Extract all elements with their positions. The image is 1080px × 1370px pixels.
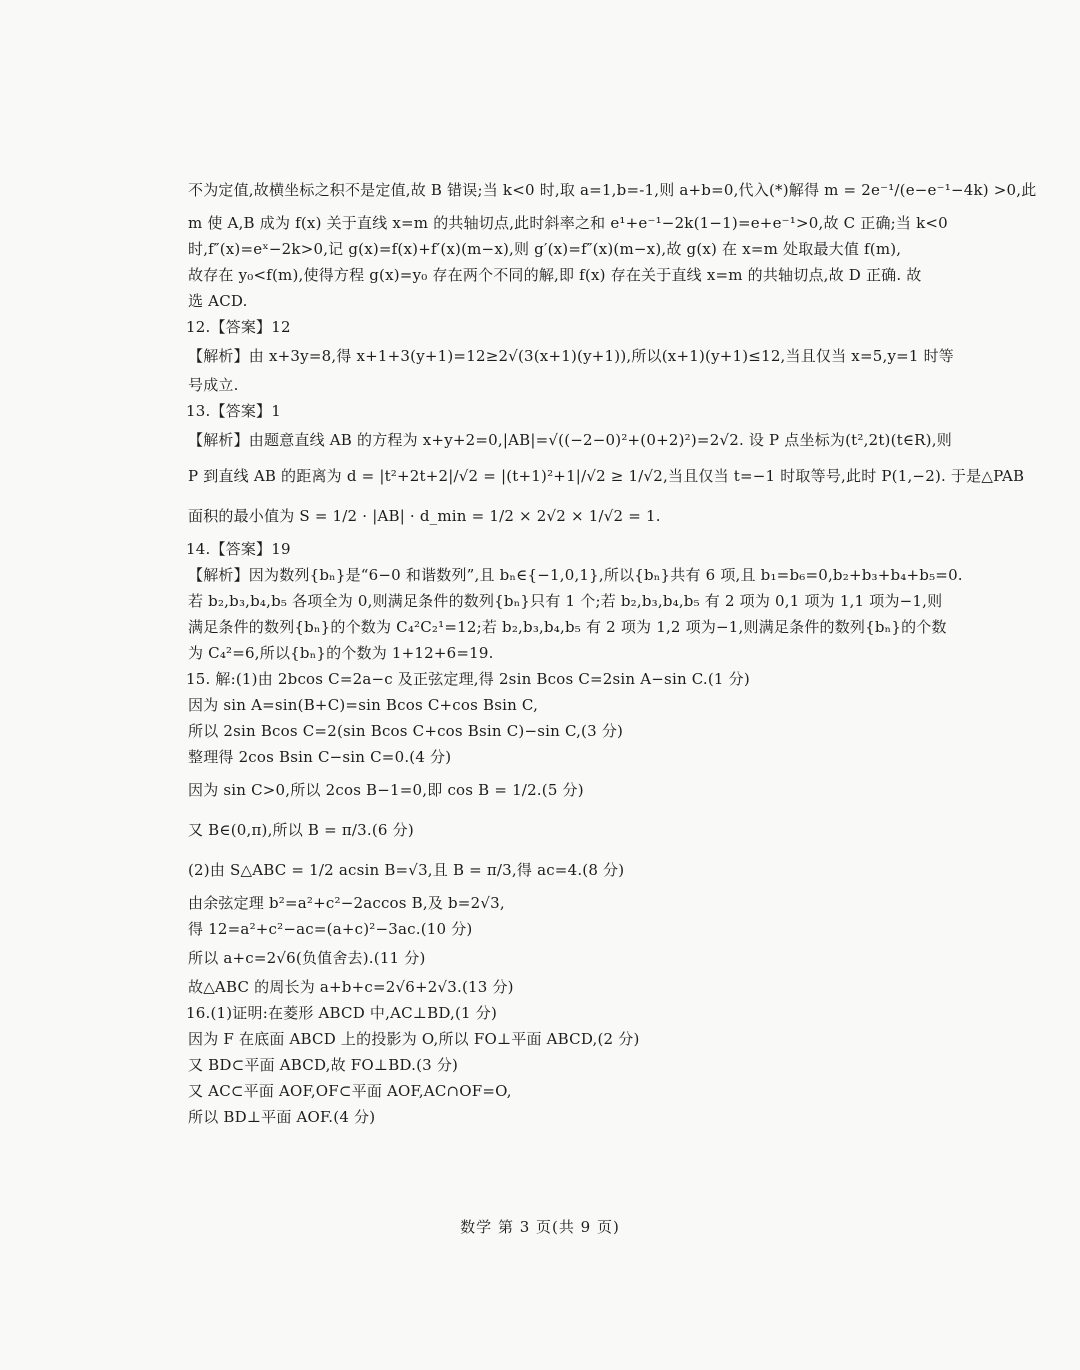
text-line: 为 C₄²=6,所以{bₙ}的个数为 1+12+6=19. [188,644,494,662]
text-line: 13.【答案】1 [186,402,281,420]
text-line: 所以 2sin Bcos C=2(sin Bcos C+cos Bsin C)−sin C,(3 分) [188,722,624,740]
text-line: 12.【答案】12 [186,318,291,336]
text-line: 号成立. [188,376,239,394]
text-line: 【解析】由 x+3y=8,得 x+1+3(y+1)=12≥2√(3(x+1)(y+1)),所以(x+1)(y+1)≤12,当且仅当 x=5,y=1 时等 [188,347,954,365]
text-line: 所以 a+c=2√6(负值舍去).(11 分) [188,949,426,967]
text-line: 又 B∈(0,π),所以 B = π/3.(6 分) [188,821,414,839]
text-line: 因为 sin C>0,所以 2cos B−1=0,即 cos B = 1/2.(5 分) [188,781,584,799]
text-line: 满足条件的数列{bₙ}的个数为 C₄²C₂¹=12;若 b₂,b₃,b₄,b₅ 有 2 项为 1,2 项为−1,则满足条件的数列{bₙ}的个数 [188,618,947,636]
text-line: 故存在 y₀<f(m),使得方程 g(x)=y₀ 存在两个不同的解,即 f(x) 存在关于直线 x=m 的共轴切点,故 D 正确. 故 [188,266,922,284]
text-line: P 到直线 AB 的距离为 d = |t²+2t+2|/√2 = |(t+1)²+1|/√2 ≥ 1/√2,当且仅当 t=−1 时取等号,此时 P(1,−2). 于是△PAB [188,467,1025,485]
text-line: (2)由 S△ABC = 1/2 acsin B=√3,且 B = π/3,得 ac=4.(8 分) [188,861,625,879]
text-line: 16.(1)证明:在菱形 ABCD 中,AC⊥BD,(1 分) [186,1004,498,1022]
text-line: 不为定值,故横坐标之积不是定值,故 B 错误;当 k<0 时,取 a=1,b=-1,则 a+b=0,代入(*)解得 m = 2e⁻¹/(e−e⁻¹−4k) >0,此 [188,181,1037,199]
text-line: 所以 BD⊥平面 AOF.(4 分) [188,1108,376,1126]
text-line: m 使 A,B 成为 f(x) 关于直线 x=m 的共轴切点,此时斜率之和 e¹+e⁻¹−2k(1−1)=e+e⁻¹>0,故 C 正确;当 k<0 [188,214,948,232]
text-line: 由余弦定理 b²=a²+c²−2accos B,及 b=2√3, [188,894,505,912]
page-footer: 数学 第 3 页(共 9 页) [460,1218,620,1236]
text-line: 若 b₂,b₃,b₄,b₅ 各项全为 0,则满足条件的数列{bₙ}只有 1 个;若 b₂,b₃,b₄,b₅ 有 2 项为 0,1 项为 1,1 项为−1,则 [188,592,943,610]
text-line: 时,f″(x)=eˣ−2k>0,记 g(x)=f(x)+f′(x)(m−x),则 g′(x)=f″(x)(m−x),故 g(x) 在 x=m 处取最大值 f(m), [188,240,902,258]
text-line: 【解析】因为数列{bₙ}是“6−0 和谐数列”,且 bₙ∈{−1,0,1},所以{bₙ}共有 6 项,且 b₁=b₆=0,b₂+b₃+b₄+b₅=0. [188,566,963,584]
text-line: 因为 sin A=sin(B+C)=sin Bcos C+cos Bsin C, [188,696,539,714]
text-line: 故△ABC 的周长为 a+b+c=2√6+2√3.(13 分) [188,978,514,996]
text-line: 因为 F 在底面 ABCD 上的投影为 O,所以 FO⊥平面 ABCD,(2 分) [188,1030,640,1048]
text-line: 14.【答案】19 [186,540,291,558]
text-line: 又 AC⊂平面 AOF,OF⊂平面 AOF,AC∩OF=O, [188,1082,512,1100]
text-line: 15. 解:(1)由 2bcos C=2a−c 及正弦定理,得 2sin Bcos C=2sin A−sin C.(1 分) [186,670,750,688]
text-line: 又 BD⊂平面 ABCD,故 FO⊥BD.(3 分) [188,1056,459,1074]
text-line: 面积的最小值为 S = 1/2 · |AB| · d_min = 1/2 × 2√2 × 1/√2 = 1. [188,507,661,525]
text-line: 【解析】由题意直线 AB 的方程为 x+y+2=0,|AB|=√((−2−0)²+(0+2)²)=2√2. 设 P 点坐标为(t²,2t)(t∈R),则 [188,431,952,449]
solution-text [186,170,1037,1130]
text-line: 选 ACD. [188,292,248,310]
text-line: 得 12=a²+c²−ac=(a+c)²−3ac.(10 分) [188,920,473,938]
text-line: 整理得 2cos Bsin C−sin C=0.(4 分) [188,748,452,766]
